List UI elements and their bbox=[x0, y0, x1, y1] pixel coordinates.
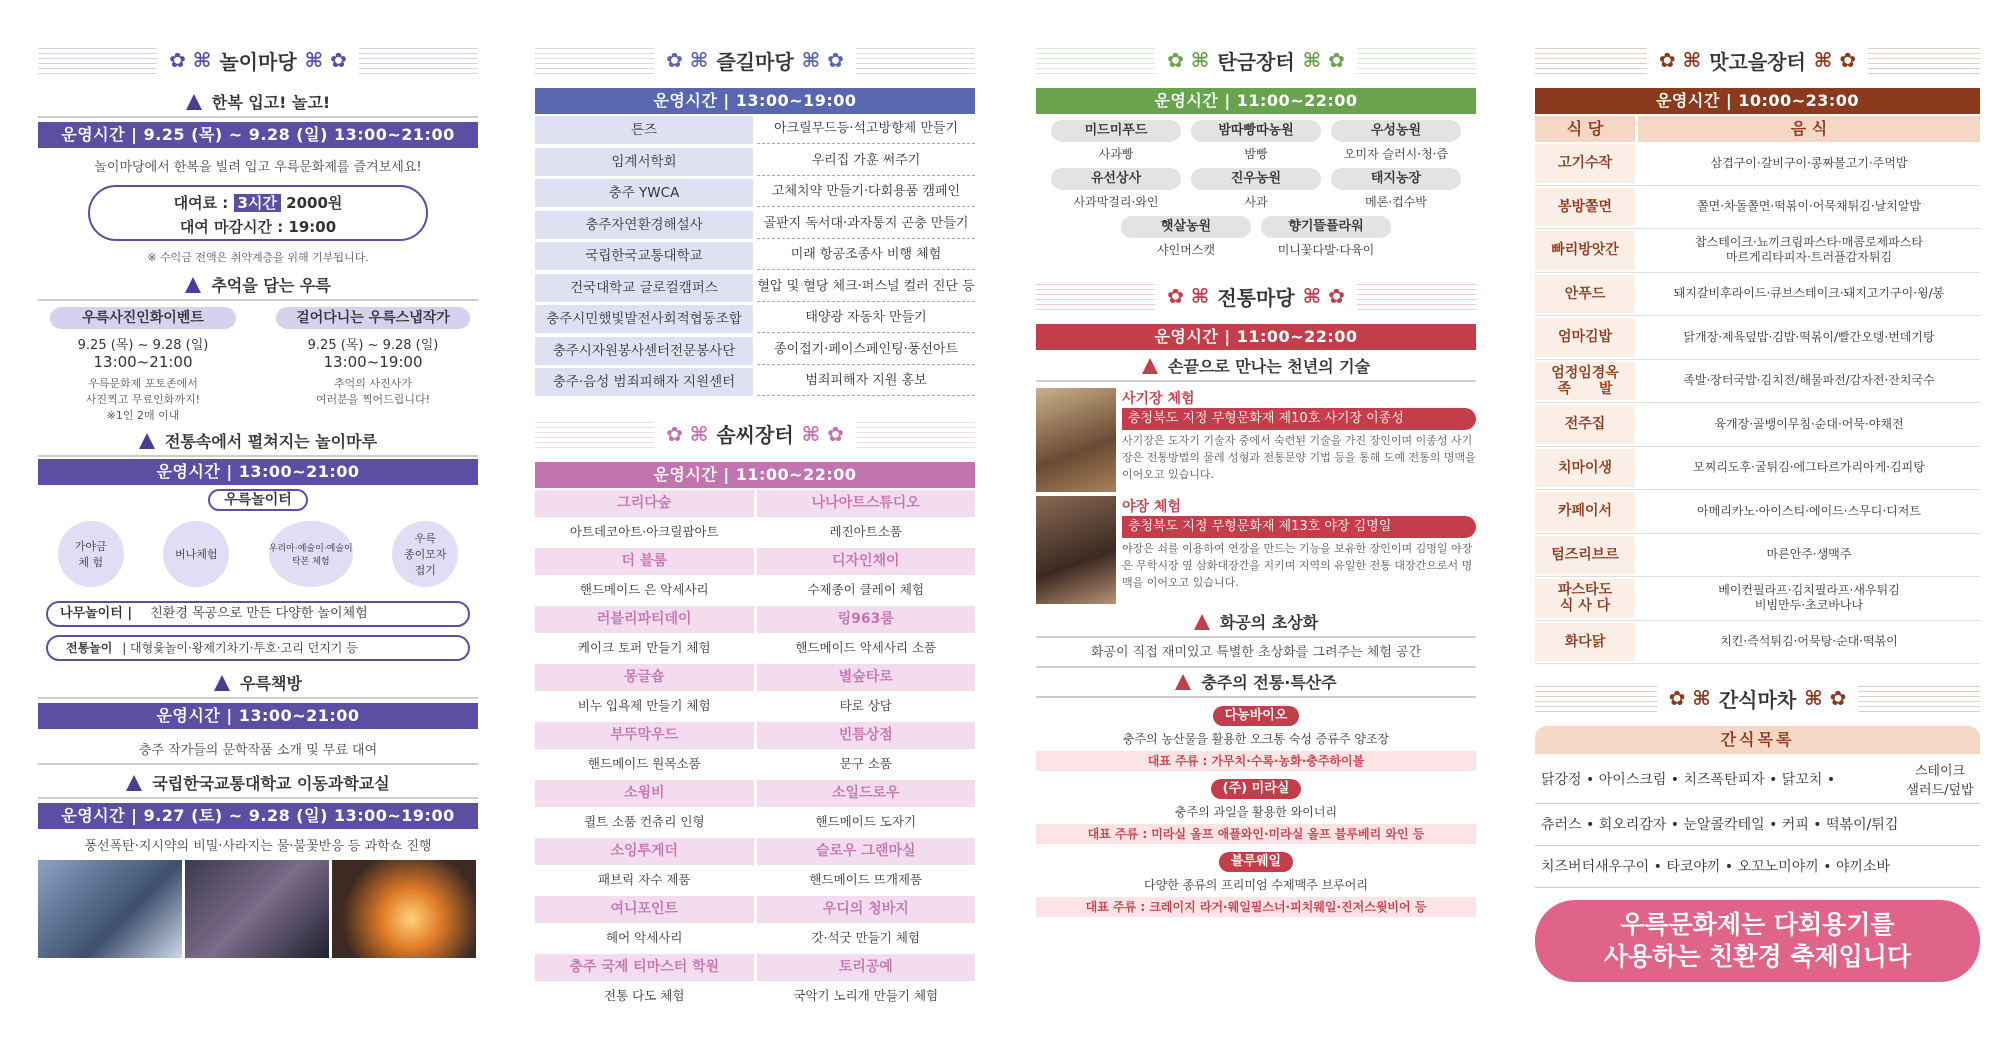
farm-product: 메론·컵수박 bbox=[1365, 195, 1427, 209]
farm-entry bbox=[1191, 120, 1321, 166]
craft-title: 사기장 체험 bbox=[1122, 391, 1195, 407]
org-name: 임계서학회 bbox=[535, 148, 753, 176]
knot-icon: ⌘ ✿ bbox=[1813, 48, 1857, 72]
event-photo bbox=[38, 307, 248, 423]
shop-entry bbox=[757, 720, 976, 778]
event-desc: 여러분을 찍어드립니다! bbox=[315, 393, 431, 406]
header-store: 식 당 bbox=[1535, 116, 1635, 142]
shop-entry bbox=[757, 778, 976, 836]
section-title-craft bbox=[535, 412, 975, 456]
farm-entry bbox=[1191, 168, 1321, 214]
shop-desc: 문구 소품 bbox=[839, 755, 892, 771]
photo-porcelain bbox=[1036, 388, 1116, 492]
menu-items: 찹스테이크·뇨끼크림파스타·매콤로제파스타 마르게리타피자·트러플감자튀김 bbox=[1695, 235, 1923, 265]
table-row bbox=[535, 894, 975, 952]
brewery-name: (주) 미라실 bbox=[1211, 779, 1302, 799]
table-row bbox=[1535, 316, 1980, 360]
org-name: 충주 YWCA bbox=[535, 179, 753, 207]
shop-desc: 아트데코아트·아크릴팝아트 bbox=[569, 523, 719, 539]
shop-desc: 레진아트소품 bbox=[829, 523, 902, 539]
shop-name: 디자인채이 bbox=[757, 548, 976, 575]
trad-desc: | 대형윷놀이·왕제기차기·투호·고리 던지기 등 bbox=[122, 641, 358, 655]
subhead-portrait bbox=[1036, 608, 1476, 638]
menu-items: 치킨·즉석튀김·어묵탕·순대·떡볶이 bbox=[1720, 634, 1898, 649]
traditional-games bbox=[46, 635, 470, 661]
shop-entry bbox=[757, 894, 976, 952]
events-row bbox=[38, 307, 478, 423]
farm-name: 밤따빵따농원 bbox=[1191, 120, 1321, 142]
knot-icon: ⌘ ✿ bbox=[801, 421, 844, 446]
store-name: 엄마김밥 bbox=[1535, 318, 1635, 357]
subhead-bookstore bbox=[38, 669, 478, 699]
brewery-main: 대표 주류 : 미라실 올프 애플와인·미라실 올프 블루베리 와인 등 bbox=[1036, 824, 1476, 844]
section-title-market bbox=[1036, 38, 1476, 82]
program-desc: 범죄피해자 지원 홍보 bbox=[757, 366, 975, 396]
brewery-2 bbox=[1036, 777, 1476, 844]
brewery-name: 블루웨일 bbox=[1219, 852, 1293, 872]
hours-bar: 운영시간 | 11:00~22:00 bbox=[535, 462, 975, 488]
science-photos bbox=[38, 860, 478, 958]
event-desc: 우륵문화제 포토존에서 bbox=[88, 377, 198, 390]
org-name: 건국대학교 글로컬캠퍼스 bbox=[535, 274, 753, 302]
event-date: 9.25 (목) ~ 9.28 (일) bbox=[307, 338, 439, 353]
program-desc: 골판지 독서대·과자통지 곤충 만들기 bbox=[757, 209, 975, 239]
table-row bbox=[1535, 186, 1980, 230]
shop-name: 빈틈상점 bbox=[757, 722, 976, 749]
farm-product: 사과막걸리·와인 bbox=[1073, 195, 1159, 209]
subhead-hanbok bbox=[38, 88, 478, 118]
shop-desc: 비누 입욕제 만들기 체험 bbox=[577, 697, 711, 713]
eco-banner: 우륵문화제는 다회용기를 사용하는 친환경 축제입니다 bbox=[1535, 900, 1980, 982]
farm-entry bbox=[1121, 216, 1251, 262]
column-market bbox=[1036, 0, 1476, 1051]
column-fun-yard bbox=[535, 0, 975, 1051]
photo-fire bbox=[332, 860, 476, 958]
table-row bbox=[535, 177, 975, 209]
shop-entry bbox=[535, 546, 754, 604]
hours-bar: 운영시간 | 13:00~19:00 bbox=[535, 88, 975, 114]
subhead-text: 충주의 전통·특산주 bbox=[1201, 673, 1337, 692]
table-row bbox=[535, 836, 975, 894]
shop-name: 그리다숲 bbox=[535, 490, 754, 517]
table-row bbox=[535, 114, 975, 146]
shop-desc: 핸드메이드 뜨개제품 bbox=[809, 871, 923, 887]
table-row bbox=[535, 778, 975, 836]
table-row bbox=[535, 488, 975, 546]
subhead-text: 추억을 담는 우륵 bbox=[211, 276, 331, 295]
shop-name: 더 블룸 bbox=[535, 548, 754, 575]
food-header bbox=[1535, 116, 1980, 142]
section-title-fun bbox=[535, 38, 975, 82]
program-desc: 혈압 및 혈당 체크·퍼스널 컬러 진단 등 bbox=[757, 272, 975, 302]
shop-name: 링963룸 bbox=[757, 606, 976, 633]
subhead-memory bbox=[38, 271, 478, 301]
craft-desc: 사기장은 도자기 기술자 중에서 숙련된 기술을 가진 장인이며 이종성 사기장은 전통방법의 물레 성형과 전통문양 기법 등을 통해 도예 전통의 명맥을 이어오고 있습니다. bbox=[1122, 434, 1476, 481]
title-text: 간식마차 bbox=[1718, 687, 1797, 712]
brewery-name: 다농바이오 bbox=[1213, 706, 1300, 726]
shop-desc: 헤어 악세사리 bbox=[606, 929, 683, 945]
shop-name: 충주 국제 티마스터 학원 bbox=[535, 954, 754, 981]
store-name: 전주집 bbox=[1535, 405, 1635, 444]
activity-bubble: 우륵 종이모자 접기 bbox=[392, 521, 458, 587]
shop-entry bbox=[535, 836, 754, 894]
subhead-liquor bbox=[1036, 668, 1476, 698]
store-name: 빠리방앗간 bbox=[1535, 231, 1635, 270]
farm-name: 향기뜰플라워 bbox=[1261, 216, 1391, 238]
menu-items: 족발·장터국밥·김치전/해물파전/감자전·잔치국수 bbox=[1683, 373, 1935, 388]
farm-entry bbox=[1331, 120, 1461, 166]
subhead-play-maru bbox=[38, 427, 478, 457]
store-name: 고기수작 bbox=[1535, 144, 1635, 183]
photo-vr bbox=[185, 860, 329, 958]
brewery-desc: 다양한 종류의 프리미엄 수제맥주 브루어리 bbox=[1144, 878, 1368, 892]
shop-name: 토리공예 bbox=[757, 954, 976, 981]
hours-bar: 운영시간 | 11:00~22:00 bbox=[1036, 324, 1476, 350]
rental-box bbox=[88, 185, 428, 241]
food-table bbox=[1535, 142, 1980, 664]
farm-name: 유선상사 bbox=[1051, 168, 1181, 190]
craft-table bbox=[535, 488, 975, 1010]
knot-icon: ✿ ⌘ bbox=[1668, 686, 1711, 710]
program-desc: 우리집 가훈 써주기 bbox=[757, 146, 975, 176]
knot-icon: ⌘ ✿ bbox=[801, 48, 844, 72]
shop-entry bbox=[535, 604, 754, 662]
activity-flowers bbox=[38, 521, 478, 593]
photo-smith bbox=[1036, 496, 1116, 604]
store-name: 봉방쫄면 bbox=[1535, 188, 1635, 227]
title-text: 탄금장터 bbox=[1217, 49, 1295, 74]
table-row bbox=[535, 146, 975, 178]
craft-bar: 충청북도 지정 무형문화재 제10호 사기장 이종성 bbox=[1122, 408, 1476, 430]
table-row bbox=[1535, 360, 1980, 404]
event-desc: ※1인 2매 이내 bbox=[106, 409, 180, 422]
description: 화공이 직접 재미있고 특별한 초상화를 그려주는 체험 공간 bbox=[1036, 638, 1476, 668]
table-row bbox=[535, 335, 975, 367]
hours-bar: 운영시간 | 9.27 (토) ~ 9.28 (일) 13:00~19:00 bbox=[38, 803, 478, 829]
knot-icon: ⌘ ✿ bbox=[304, 48, 347, 72]
event-time: 13:00~21:00 bbox=[93, 353, 193, 371]
farm-product: 밤빵 bbox=[1244, 147, 1268, 161]
program-desc: 태양광 자동차 만들기 bbox=[757, 303, 975, 333]
farm-product: 오미자 슬러시·청·즙 bbox=[1343, 147, 1449, 161]
org-name: 충주시자원봉사센터전문봉사단 bbox=[535, 337, 753, 365]
hours-bar: 운영시간 | 9.25 (목) ~ 9.28 (일) 13:00~21:00 bbox=[38, 122, 478, 148]
table-row bbox=[1535, 577, 1980, 621]
table-row bbox=[1535, 142, 1980, 186]
table-row bbox=[535, 604, 975, 662]
menu-items: 돼지갈비후라이드·큐브스테이크·돼지고기구이·윙/봉 bbox=[1673, 286, 1945, 301]
title-text: 놀이마당 bbox=[219, 49, 297, 74]
shop-desc: 핸드메이드 은 악세사리 bbox=[579, 581, 709, 597]
shop-name: 부뚜막우드 bbox=[535, 722, 754, 749]
photo-science bbox=[38, 860, 182, 958]
shop-desc: 패브릭 자수 제품 bbox=[598, 871, 691, 887]
wood-playground bbox=[46, 601, 470, 627]
menu-items: 베이컨필라프·김치필라프·새우튀김 비빔만두·초코바나나 bbox=[1718, 583, 1900, 613]
org-name: 국립한국교통대학교 bbox=[535, 242, 753, 270]
shop-name: 소윙비 bbox=[535, 780, 754, 807]
table-row bbox=[1535, 229, 1980, 273]
shop-desc: 핸드메이드 도자기 bbox=[815, 813, 917, 829]
shop-entry bbox=[757, 662, 976, 720]
farm-name: 미드미푸드 bbox=[1051, 120, 1181, 142]
shop-entry bbox=[535, 720, 754, 778]
program-desc: 고체치약 만들기·다회용품 캠페인 bbox=[757, 177, 975, 207]
subhead-text: 손끝으로 만나는 천년의 기술 bbox=[1167, 357, 1371, 376]
hours-bar: 운영시간 | 13:00~21:00 bbox=[38, 459, 478, 485]
org-name: 충주자연환경해설사 bbox=[535, 211, 753, 239]
subhead-text: 한복 입고! 놀고! bbox=[211, 93, 331, 112]
shop-desc: 케이크 토퍼 만들기 체험 bbox=[577, 639, 711, 655]
knot-icon: ✿ ⌘ bbox=[666, 421, 709, 446]
hours-bar: 운영시간 | 10:00~23:00 bbox=[1535, 88, 1980, 114]
shop-name: 우디의 청바지 bbox=[757, 896, 976, 923]
table-row bbox=[1535, 447, 1980, 491]
snack-items: 스테이크 샐러드/덮밥 bbox=[1906, 763, 1974, 798]
trad-label: 전통놀이 bbox=[66, 641, 113, 655]
menu-items: 쫄면·차돌쫄면·떡볶이·어묵채튀김·날치알밥 bbox=[1697, 199, 1921, 214]
shop-desc: 수제종이 클레이 체험 bbox=[807, 581, 925, 597]
store-name: 화다닭 bbox=[1535, 623, 1635, 662]
shop-desc: 핸드메이드 악세사리 소품 bbox=[795, 639, 937, 655]
table-row bbox=[535, 662, 975, 720]
knot-icon: ⌘ ✿ bbox=[1804, 686, 1847, 710]
knot-icon: ✿ ⌘ bbox=[1167, 48, 1210, 72]
shop-entry bbox=[757, 604, 976, 662]
snack-items: 닭강정 • 아이스크림 • 치즈폭탄피자 • 닭꼬치 • bbox=[1541, 771, 1836, 788]
table-row bbox=[535, 303, 975, 335]
craft-bar: 충청북도 지정 무형문화재 제13호 야장 김명일 bbox=[1122, 516, 1476, 538]
knot-icon: ✿ ⌘ bbox=[1167, 284, 1210, 308]
knot-icon: ✿ ⌘ bbox=[169, 48, 212, 72]
shop-entry bbox=[757, 488, 976, 546]
snack-header: 간식목록 bbox=[1535, 726, 1980, 754]
menu-items: 모찌리도후·굴튀김·에그타르가리아게·김피탕 bbox=[1693, 460, 1925, 475]
section-title-tradition bbox=[1036, 274, 1476, 318]
note: ※ 수익금 전액은 취약계층을 위해 기부됩니다. bbox=[147, 251, 369, 264]
craft-desc: 야장은 쇠를 이용하여 연장을 만드는 기능을 보유한 장인이며 김명일 야장은 무학시장 옆 삼화대장간을 지키며 지역의 유일한 전통 대장간으로서 명맥을 이어오고 있습니다. bbox=[1122, 542, 1473, 589]
fee-label: 대여료 : bbox=[173, 194, 229, 212]
craft-porcelain bbox=[1036, 388, 1476, 492]
farm-entry bbox=[1331, 168, 1461, 214]
shop-entry bbox=[535, 488, 754, 546]
menu-items: 마른안주·생맥주 bbox=[1766, 547, 1852, 562]
farm-product: 사과 bbox=[1244, 195, 1268, 209]
fun-table bbox=[535, 114, 975, 398]
farm-product: 미니꽃다발·다육이 bbox=[1277, 243, 1375, 257]
brewery-desc: 충주의 농산물을 활용한 오크통 숙성 증류주 양조장 bbox=[1122, 732, 1390, 746]
event-desc: 사진찍고 무료인화까지! bbox=[85, 393, 201, 406]
section-title-play bbox=[38, 38, 478, 82]
shop-name: 몽글숍 bbox=[535, 664, 754, 691]
table-row bbox=[535, 366, 975, 398]
store-name: 치마이생 bbox=[1535, 449, 1635, 488]
knot-icon: ✿ ⌘ bbox=[666, 48, 709, 72]
brewery-main: 대표 주류 : 가무치·수록·농화·충주하이볼 bbox=[1036, 751, 1476, 771]
snack-row: 츄러스 • 회오리감자 • 눈알콜칵테일 • 커피 • 떡볶이/튀김 bbox=[1535, 804, 1980, 846]
table-row bbox=[535, 720, 975, 778]
org-name: 충주시민했빛발전사회적협동조합 bbox=[535, 305, 753, 333]
org-name: 충주·음성 범죄피해자 지원센터 bbox=[535, 368, 753, 396]
snack-row: 치즈버터새우구이 • 타코야끼 • 오꼬노미야끼 • 야끼소바 bbox=[1535, 846, 1980, 888]
program-desc: 종이접기·페이스페인팅·풍선아트 bbox=[757, 335, 975, 365]
activity-bubble: 버나체험 bbox=[163, 521, 229, 587]
section-title-food bbox=[1535, 38, 1980, 82]
subhead-science bbox=[38, 769, 478, 799]
table-row bbox=[535, 209, 975, 241]
section-title-snack bbox=[1535, 676, 1980, 720]
store-name: 파스타도 식 사 다 bbox=[1535, 579, 1635, 618]
shop-entry bbox=[757, 546, 976, 604]
shop-entry bbox=[535, 778, 754, 836]
subhead-craft bbox=[1036, 352, 1476, 382]
header-food: 음 식 bbox=[1638, 116, 1980, 142]
table-row bbox=[1535, 534, 1980, 578]
table-row bbox=[535, 272, 975, 304]
craft-smith bbox=[1036, 496, 1476, 604]
shop-entry bbox=[535, 952, 754, 1010]
store-name: 안푸드 bbox=[1535, 275, 1635, 314]
farm-name: 태지농장 bbox=[1331, 168, 1461, 190]
shop-entry bbox=[535, 894, 754, 952]
farm-entry bbox=[1051, 120, 1181, 166]
subhead-text: 화공의 초상화 bbox=[1219, 613, 1319, 632]
deadline: 대여 마감시간 : 19:00 bbox=[179, 218, 337, 236]
farm-entry bbox=[1051, 168, 1181, 214]
fee-price: 2000원 bbox=[286, 194, 343, 212]
menu-items: 삼겹구이·갈비구이·콩짜볼고기·주먹밥 bbox=[1710, 155, 1908, 170]
brewery-1 bbox=[1036, 704, 1476, 771]
table-row bbox=[535, 240, 975, 272]
menu-items: 닭개장·제육덮밥·김밥·떡볶이/빨간오뎅·번데기탕 bbox=[1683, 329, 1935, 344]
description: 풍선폭탄·지시약의 비밀·사라지는 물·불꽃반응 등 과학쇼 진행 bbox=[84, 839, 432, 854]
shop-desc: 타로 상담 bbox=[839, 697, 892, 713]
shop-desc: 핸드메이드 원목소품 bbox=[587, 755, 701, 771]
shop-entry bbox=[757, 952, 976, 1010]
fee-time: 3시간 bbox=[234, 194, 281, 212]
event-desc: 추억의 사진사가 bbox=[334, 377, 412, 390]
shop-name: 소일드로우 bbox=[757, 780, 976, 807]
event-title: 걸어다니는 우륵스냅작가 bbox=[276, 307, 470, 329]
table-row bbox=[1535, 403, 1980, 447]
table-row bbox=[535, 546, 975, 604]
shop-desc: 갓·석굿 만들기 체험 bbox=[811, 929, 921, 945]
menu-items: 육개장·골뱅이무침·순대·어묵·야채전 bbox=[1714, 416, 1904, 431]
shop-name: 별숲타로 bbox=[757, 664, 976, 691]
column-food bbox=[1535, 0, 1980, 1051]
event-snap bbox=[268, 307, 478, 423]
shop-name: 소잉투게더 bbox=[535, 838, 754, 865]
shop-name: 나나아트스튜디오 bbox=[757, 490, 976, 517]
hours-bar: 운영시간 | 11:00~22:00 bbox=[1036, 88, 1476, 114]
wood-desc: 친환경 목공으로 만든 다양한 놀이체험 bbox=[150, 606, 368, 621]
program-desc: 미래 항공조종사 비행 체험 bbox=[757, 240, 975, 270]
shop-name: 러블리파티데이 bbox=[535, 606, 754, 633]
shop-name: 슬로우 그랜마실 bbox=[757, 838, 976, 865]
program-desc: 아크릴무드등·석고방향제 만들기 bbox=[757, 114, 975, 144]
farm-grid bbox=[1036, 120, 1476, 262]
brewery-3 bbox=[1036, 850, 1476, 917]
event-date: 9.25 (목) ~ 9.28 (일) bbox=[77, 338, 209, 353]
subhead-text: 국립한국교통대학교 이동과학교실 bbox=[152, 774, 390, 793]
table-row bbox=[1535, 273, 1980, 317]
hours-bar: 운영시간 | 13:00~21:00 bbox=[38, 703, 478, 729]
event-title: 우륵사진인화이벤트 bbox=[50, 307, 236, 329]
shop-desc: 퀼트 소품 컨츄리 인형 bbox=[583, 813, 705, 829]
playground-label-wrap bbox=[38, 489, 478, 511]
store-name: 엄정임경옥 족 발 bbox=[1535, 362, 1635, 401]
activity-bubble: 가야금 체 험 bbox=[58, 521, 124, 587]
store-name: 텀즈리브르 bbox=[1535, 536, 1635, 575]
table-row bbox=[535, 952, 975, 1010]
shop-desc: 전통 다도 체험 bbox=[604, 987, 685, 1003]
table-row bbox=[1535, 621, 1980, 665]
description: 놀이마당에서 한복을 빌려 입고 우륵문화제를 즐겨보세요! bbox=[94, 160, 422, 175]
title-text: 맛고을장터 bbox=[1709, 49, 1806, 74]
title-text: 즐길마당 bbox=[716, 49, 794, 74]
knot-icon: ⌘ ✿ bbox=[1302, 284, 1345, 308]
farm-entry bbox=[1261, 216, 1391, 262]
wood-label: 나무놀이터 | bbox=[60, 606, 133, 621]
farm-name: 진우농원 bbox=[1191, 168, 1321, 190]
shop-entry bbox=[757, 836, 976, 894]
title-text: 솜씨장터 bbox=[716, 423, 794, 447]
snack-row bbox=[1535, 754, 1980, 804]
activity-bubble: 우리아·예술이·예술이 탁본 체험 bbox=[269, 521, 353, 587]
column-play-yard bbox=[38, 0, 478, 1051]
shop-entry bbox=[535, 662, 754, 720]
title-text: 전통마당 bbox=[1217, 285, 1295, 310]
brewery-desc: 충주의 과일을 활용한 와이너리 bbox=[1174, 805, 1338, 819]
shop-name: 여니포인트 bbox=[535, 896, 754, 923]
description: 충주 작가들의 문학작품 소개 및 무료 대여 bbox=[38, 739, 478, 765]
org-name: 튼즈 bbox=[535, 116, 753, 144]
farm-product: 샤인머스캣 bbox=[1157, 243, 1215, 257]
knot-icon: ✿ ⌘ bbox=[1658, 48, 1702, 72]
event-time: 13:00~19:00 bbox=[323, 353, 423, 371]
farm-name: 우성농원 bbox=[1331, 120, 1461, 142]
subhead-text: 전통속에서 펼쳐지는 놀이마루 bbox=[164, 432, 378, 451]
table-row bbox=[1535, 490, 1980, 534]
brewery-main: 대표 주류 : 크레이지 라거·웨일필스너·피치웨일·진저스윗비어 등 bbox=[1036, 897, 1476, 917]
subhead-text: 우륵책방 bbox=[240, 674, 302, 693]
shop-desc: 국악기 노리개 만들기 체험 bbox=[793, 987, 939, 1003]
knot-icon: ⌘ ✿ bbox=[1302, 48, 1345, 72]
store-name: 카페이서 bbox=[1535, 492, 1635, 531]
farm-name: 햇살농원 bbox=[1121, 216, 1251, 238]
craft-title: 야장 체험 bbox=[1122, 499, 1181, 515]
menu-items: 아메리카노·아이스티·에이드·스무디·디저트 bbox=[1697, 503, 1921, 518]
playground-label: 우륵놀이터 bbox=[208, 489, 308, 511]
farm-product: 사과빵 bbox=[1098, 147, 1134, 161]
